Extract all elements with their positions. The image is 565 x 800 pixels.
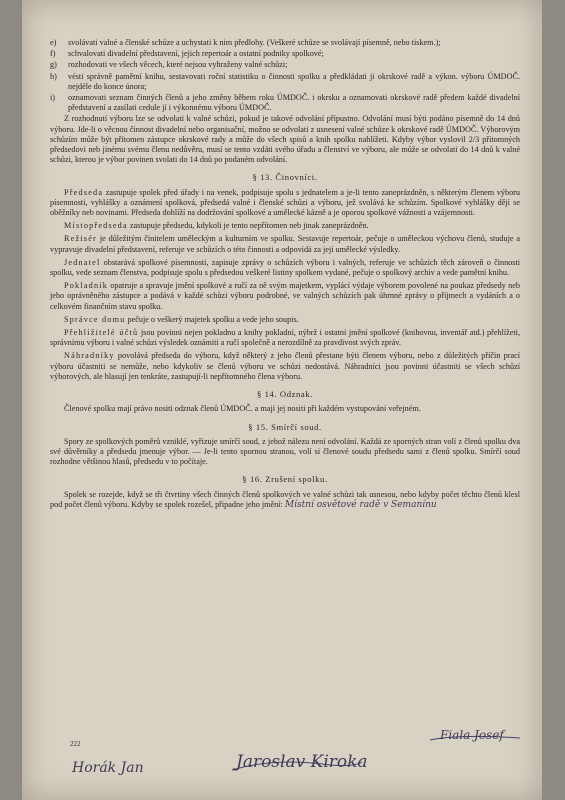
- officer-text: zastupuje spolek před úřady i na venek, podpisuje spolu s jednatelem a je-li tento zaneprázdněn, s některým členem výboru písemnosti, vyhlášky a oznámení spolková, předsedá valné i členské schůzi a výboru, jež svolává ke schůzím. Spolkové vyhlášky dějí se oběžníky neb novinami. Předseda dohlíží na dodržování spolkové a umělecké kázně a je oporou spolkové vážnosti a vzájemnosti.: [50, 187, 520, 218]
- officer-paragraph: [50, 234, 520, 254]
- officer-paragraph: [50, 351, 520, 382]
- document-body: [50, 38, 520, 513]
- list-text: rozhodovati ve všech věcech, které nejsou vyhraženy valné schůzi;: [68, 60, 288, 70]
- officer-term: Pokladník: [64, 281, 109, 291]
- officer-term: Jednatel: [64, 257, 101, 267]
- officer-text: jsou povinni nejen pokladnu a knihy pokladní, nýbrž i ostatní jmění spolkové (knihovnu, inventář atd.) přehlížeti, správnímu výboru i valné schůzi výsledek oznámiti a ručí společně a nerozdílně za pravdivost svých zpráv.: [50, 328, 521, 348]
- section-16-heading: § 16. Zrušení spolku.: [242, 474, 328, 485]
- list-text: vésti správně pamětní knihu, sestavovati roční statistiku o činnosti spolku a předkládati ji okrskové radě a výkon. výboru ÚMDOČ. nejdéle do konce února;: [68, 71, 520, 91]
- list-item-i: [50, 93, 520, 113]
- list-marker: i): [50, 93, 56, 103]
- list-item-h: [50, 72, 520, 92]
- list-item-g: [50, 60, 520, 70]
- appeal-paragraph: Z rozhodnutí výboru lze se odvolati k valné schůzi, pokud je takové odvolání přípustno. Odvolání musí býti podáno písemně do 14 dnů výboru. Jde-li o věcnou činnost divadelní nebo organisační, možno se odvolati z usnesení valné schůze k okrskové radě ÚMDOČ. Výborovým schůzím může být přítomen zástupce okrskové rady a může do všech spisů a knih spolku nahlížeti. Kdyby výbor vyslovil 2/3 přítomných předsedovi neb jinému svému členu nedůvěru, musí se tento vzdáti svého úřadu a členství ve výboru, ale může se odvolati do 14 dnů k valné schůzi, kterou je výbor povinen svolati do 14 dnů po podaném odvolání.: [50, 114, 520, 165]
- signature-left: Horák Jan: [72, 760, 144, 776]
- list-marker: h): [50, 71, 57, 81]
- officer-paragraph: [50, 188, 520, 219]
- officer-term: Náhradníky: [64, 351, 115, 361]
- section-14-text: Členové spolku mají právo nositi odznak členů ÚMDOČ. a mají jej nositi při každém vystupování veřejném.: [64, 404, 421, 414]
- list-marker: f): [50, 49, 56, 59]
- list-text: oznamovati seznam činných členů a jeho změny během roku ÚMDOČ. i okrsku a oznamovati okrskové radě předem každé divadelní představení a zasílati cedule jí i výkonnému výboru ÚMDOČ.: [68, 93, 520, 113]
- officer-paragraph: [50, 258, 520, 278]
- list-item-f: [50, 49, 520, 59]
- handwritten-beneficiary: Místní osvětové radě v Semanínu: [284, 499, 437, 510]
- signature-right: Fiala Josef: [440, 728, 504, 742]
- section-16-text: [50, 490, 520, 510]
- officer-paragraph: [50, 328, 520, 348]
- list-text: svolávati valné a členské schůze a uchystati k nim předlohy. (Veškeré schůze se svolávají písemně, nebo tiskem.);: [68, 38, 441, 47]
- signature-area: [0, 700, 565, 800]
- section-14-heading: § 14. Odznak.: [256, 389, 313, 400]
- officer-term: Přehlížitelé účtů: [64, 328, 139, 338]
- officer-term: Režisér: [64, 234, 97, 244]
- officer-term: Správce domu: [64, 314, 126, 324]
- signature-center: Jaroslav Kiroka: [236, 752, 368, 772]
- officer-text: zastupuje předsedu, kdykoli je tento nepřítomen neb jinak zaneprázdněn.: [127, 221, 369, 231]
- officer-term: Předseda: [64, 187, 104, 197]
- list-marker: g): [50, 60, 57, 70]
- list-text: schvalovati divadelní představení, jejich repertoár a ostatní podniky spolkové;: [68, 49, 324, 59]
- signature-strokes: [0, 700, 565, 800]
- page-number: 222: [70, 740, 81, 748]
- officer-paragraph: [50, 315, 520, 325]
- officer-text: je důležitým činitelem uměleckým a kulturním ve spolku. Sestavuje repertoár, pečuje o uměleckou výchovu členů, studuje a vypravuje divadelní představení, referuje ve schůzích o této činnosti a odpovídá za její umělecké výsledky.: [50, 234, 520, 254]
- list-item-e: [50, 38, 520, 48]
- officer-text: opatruje a spravuje jmění spolkové a ručí za ně svým majetkem, vyplácí výdaje výborem povolené na poukaz předsedy neb jeho oprávněného zástupce a podává v každé schůzi výboru podrobné, ve valných schůzích pak úhrnné zprávy o příjmech a vydáních a o celkovém finančním stavu spolku.: [50, 281, 520, 311]
- officer-paragraph: [50, 221, 520, 231]
- section-15-heading: § 15. Smírčí soud.: [248, 421, 322, 432]
- section-15-text: Spory ze spolkových poměrů vzniklé, vyřizuje smírčí soud, z jehož nálezu není odvolání. Každá ze sporných stran volí z členů spolku dva své důvěrníky a předsedu jmenuje výbor. — Je-li tento spornou stranou, volí si členové soudu předsedu sami z členů spolku. Smírčí soud rozhodne většinou hlasů, předsedu v to počítaje.: [50, 436, 520, 467]
- section-13-heading: § 13. Činovníci.: [252, 172, 318, 183]
- officer-paragraph: [50, 281, 520, 312]
- list-marker: e): [50, 38, 57, 47]
- officer-term: Místopředseda: [64, 221, 128, 231]
- officer-text: obstarává spolkové písemnosti, zapisuje zprávy o schůzích výboru i valných, referuje ve schůzích těch zároveň o činnosti spolku, vede seznam členstva, podpisuje spolu s předsedou veškeré listiny spolkem vydané, pečuje o spolkový archiv a vede pamětní knihu.: [50, 257, 520, 278]
- officer-text: povolává předseda do výboru, když některý z jeho členů přestane býti členem výboru, nebo z důležitých příčin prací výboru účastniti se nemůže, nebo kdykoliv se členů výboru ve schůzi nedostává. Náhradníci jsou povinni účastniti se všech schůzí výborových, ale hlasují jen tenkráte, zastupují-li nepřítomného člena výboru.: [50, 351, 520, 381]
- officer-text: pečuje o veškerý majetek spolku a vede jeho soupis.: [125, 314, 299, 324]
- section-16-body: Spolek se rozejde, když se tři čtvrtiny všech činných členů spolkových ve valné schůzi tak usnesou, nebo kdyby počet těchto členů klesl pod počet členů výboru. Kdyby se spolek rozešel, připadne jeho jmění:: [50, 489, 520, 509]
